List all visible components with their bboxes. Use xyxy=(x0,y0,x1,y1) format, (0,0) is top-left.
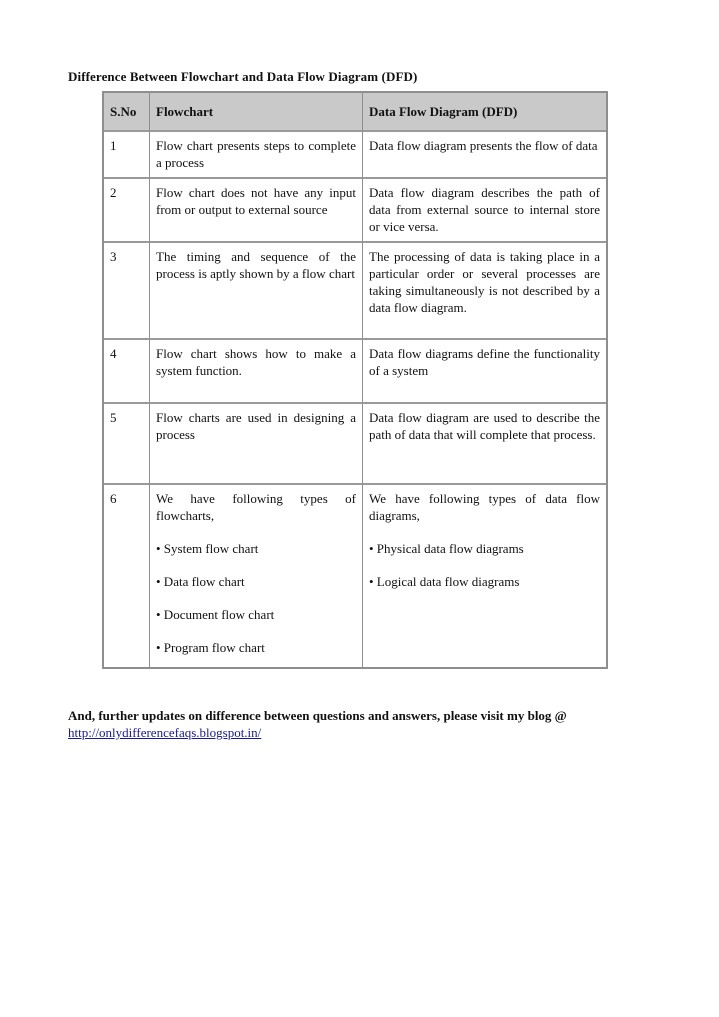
table-row xyxy=(104,179,606,243)
cell-dfd: Data flow diagrams define the functionality of a system xyxy=(363,340,606,404)
cell-dfd: Data flow diagram describes the path of data from external source to internal store or vice versa. xyxy=(363,179,606,243)
table-row xyxy=(104,340,606,404)
comparison-table xyxy=(102,91,608,669)
flowchart-types-intro: We have following types of flowcharts, xyxy=(156,491,356,523)
list-item: • Program flow chart xyxy=(156,640,265,655)
header-flowchart: Flowchart xyxy=(150,93,363,132)
page-title: Difference Between Flowchart and Data Flow Diagram (DFD) xyxy=(68,69,418,84)
list-item: • Logical data flow diagrams xyxy=(369,574,520,589)
cell-flowchart: Flow chart does not have any input from or output to external source xyxy=(150,179,363,243)
table-row xyxy=(104,243,606,340)
footer-note xyxy=(68,707,648,741)
cell-sno: 2 xyxy=(104,179,150,243)
cell-flowchart xyxy=(150,485,363,667)
cell-sno: 1 xyxy=(104,132,150,179)
list-item: • System flow chart xyxy=(156,541,259,556)
cell-dfd: Data flow diagram are used to describe the path of data that will complete that process. xyxy=(363,404,606,485)
cell-dfd xyxy=(363,485,606,667)
cell-dfd: Data flow diagram presents the flow of data xyxy=(363,132,606,179)
list-item: • Data flow chart xyxy=(156,574,245,589)
table-row xyxy=(104,485,606,667)
header-dfd: Data Flow Diagram (DFD) xyxy=(363,93,606,132)
table-row xyxy=(104,404,606,485)
table-row xyxy=(104,132,606,179)
list-item: • Physical data flow diagrams xyxy=(369,541,524,556)
cell-flowchart: Flow charts are used in designing a process xyxy=(150,404,363,485)
table-header-row xyxy=(104,93,606,132)
footer-text: And, further updates on difference between questions and answers, please visit my blog @ xyxy=(68,708,567,723)
cell-flowchart: Flow chart presents steps to complete a process xyxy=(150,132,363,179)
cell-sno: 6 xyxy=(104,485,150,667)
cell-sno: 5 xyxy=(104,404,150,485)
list-item: • Document flow chart xyxy=(156,607,275,622)
cell-sno: 4 xyxy=(104,340,150,404)
cell-flowchart: Flow chart shows how to make a system function. xyxy=(150,340,363,404)
cell-sno: 3 xyxy=(104,243,150,340)
header-sno: S.No xyxy=(104,93,150,132)
dfd-types-intro: We have following types of data flow diagrams, xyxy=(369,491,600,523)
cell-dfd: The processing of data is taking place in a particular order or several processes are taking simultaneously is not described by a data flow diagram. xyxy=(363,243,606,340)
blog-link[interactable]: http://onlydifferencefaqs.blogspot.in/ xyxy=(68,725,262,740)
cell-flowchart: The timing and sequence of the process is aptly shown by a flow chart xyxy=(150,243,363,340)
